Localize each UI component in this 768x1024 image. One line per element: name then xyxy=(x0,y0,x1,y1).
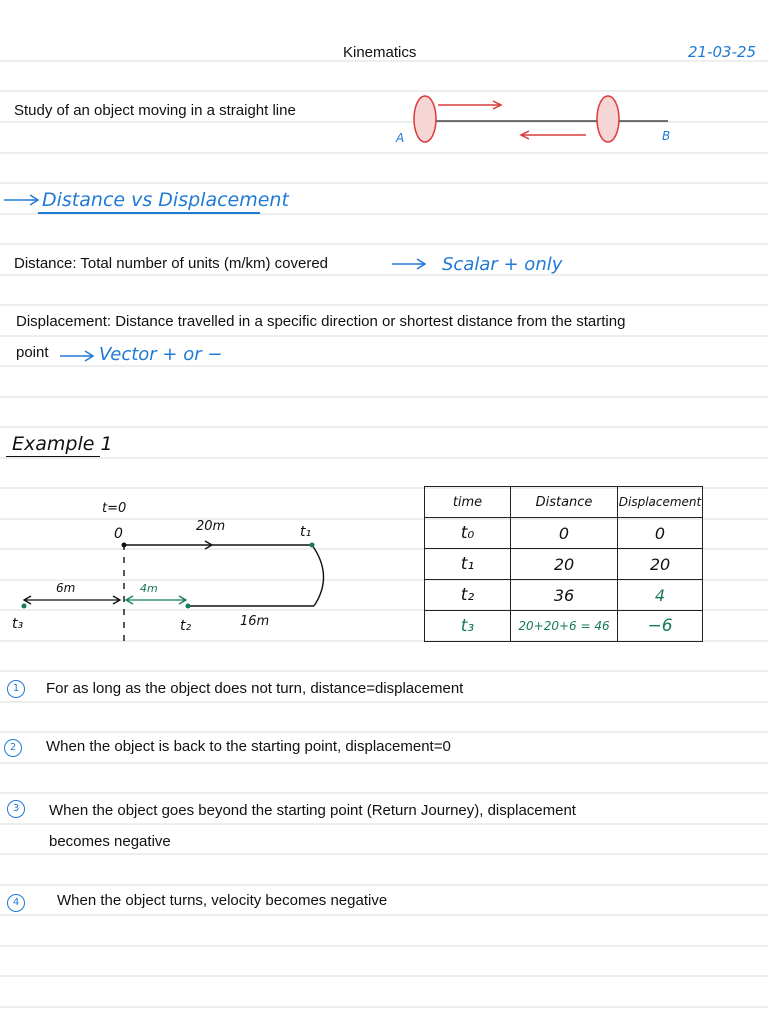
diagram-seg1-label: 20m xyxy=(196,519,226,534)
table-cell: 0 xyxy=(618,518,703,549)
table-header-row xyxy=(425,487,703,518)
table-row xyxy=(425,611,703,642)
example-title-underline xyxy=(6,456,100,457)
point-a-label: A xyxy=(396,131,405,145)
table-cell: 0 xyxy=(511,518,618,549)
displacement-definition-cont: point xyxy=(16,344,49,361)
object-b-ellipse xyxy=(597,96,619,142)
point-3-number-icon: 3 xyxy=(7,800,25,818)
table-cell: t₃ xyxy=(425,611,511,642)
table-header: Distance xyxy=(511,487,618,518)
table-row xyxy=(425,580,703,611)
diagram-seg2-label: 6m xyxy=(56,581,76,595)
intro-text: Study of an object moving in a straight line xyxy=(14,102,296,119)
kinematics-table xyxy=(424,486,703,642)
point-4-text: When the object turns, velocity becomes negative xyxy=(57,892,388,909)
example-title: Example 1 xyxy=(12,433,113,455)
point-4-number-icon: 4 xyxy=(7,894,25,912)
table-row xyxy=(425,549,703,580)
point-3-text-cont: becomes negative xyxy=(49,833,171,850)
table-cell: t₁ xyxy=(425,549,511,580)
diagram-t2-label: t₂ xyxy=(180,618,192,634)
table-cell: 20+20+6 = 46 xyxy=(511,611,618,642)
table-cell: −6 xyxy=(618,611,703,642)
point-2-number-icon: 2 xyxy=(4,739,22,757)
point-b-label: B xyxy=(662,129,671,143)
table-cell: t₀ xyxy=(425,518,511,549)
page-date: 21-03-25 xyxy=(688,43,757,61)
diagram-t1-label: t₁ xyxy=(300,524,312,540)
distance-definition: Distance: Total number of units (m/km) covered xyxy=(14,255,329,272)
diagram-t-zero-label: t=0 xyxy=(102,501,127,516)
displacement-definition: Displacement: Distance travelled in a specific direction or shortest distance from the starting xyxy=(16,313,626,330)
diagram-t3-label: t₃ xyxy=(12,616,24,632)
table-cell: t₂ xyxy=(425,580,511,611)
table-cell: 20 xyxy=(618,549,703,580)
section-heading: Distance vs Displacement xyxy=(42,189,289,211)
point-2-text: When the object is back to the starting point, displacement=0 xyxy=(46,738,451,755)
displacement-arrow-icon xyxy=(60,350,96,362)
diagram-origin-label: 0 xyxy=(114,526,123,542)
distance-arrow-icon xyxy=(392,258,428,270)
table-cell: 36 xyxy=(511,580,618,611)
section-heading-underline xyxy=(38,212,260,214)
table-cell: 20 xyxy=(511,549,618,580)
distance-note: Scalar + only xyxy=(442,254,563,275)
table-cell: 4 xyxy=(618,580,703,611)
displacement-note: Vector + or − xyxy=(99,344,223,365)
page-title: Kinematics xyxy=(343,44,417,61)
heading-arrow-icon xyxy=(4,193,40,207)
diagram-seg4-label: 16m xyxy=(240,614,270,629)
table-header: Displacement xyxy=(618,487,703,518)
point-1-text: For as long as the object does not turn, distance=displacement xyxy=(46,680,464,697)
example-diagram xyxy=(0,490,340,650)
diagram-seg3-label: 4m xyxy=(140,582,158,595)
point-3-text: When the object goes beyond the starting point (Return Journey), displacement xyxy=(49,802,576,819)
motion-diagram xyxy=(390,90,680,150)
table-row xyxy=(425,518,703,549)
table-header: time xyxy=(425,487,511,518)
point-1-number-icon: 1 xyxy=(7,680,25,698)
object-a-ellipse xyxy=(414,96,436,142)
